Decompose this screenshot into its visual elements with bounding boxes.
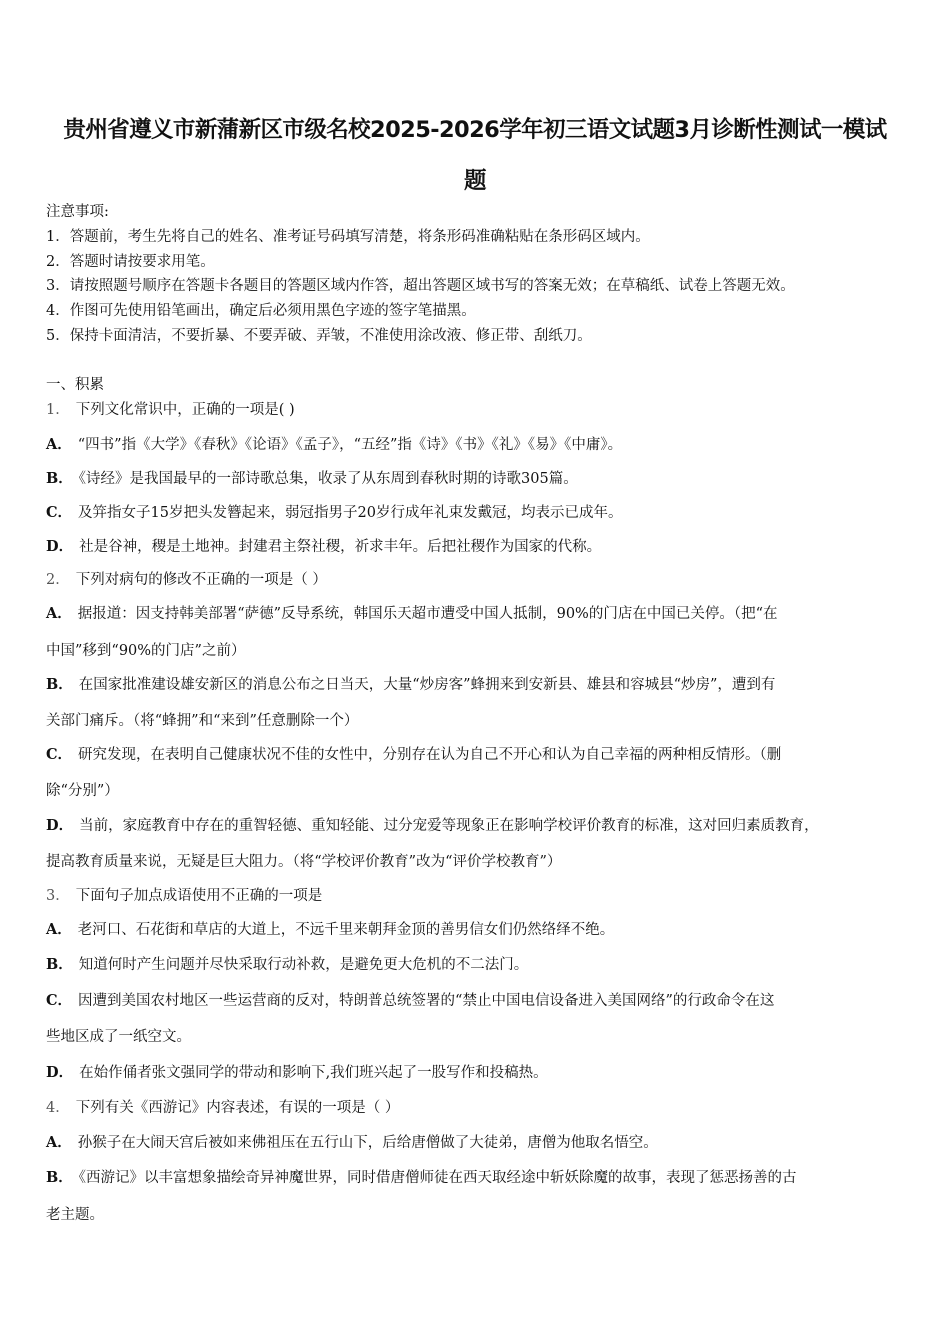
- option-d-cont: 提高教育质量来说，无疑是巨大阻力。（将“学校评价教育”改为“评价学校教育”）: [46, 854, 562, 870]
- question-number: 1．: [46, 402, 70, 418]
- option-a: A． 孙猴子在大闹天宫后被如来佛祖压在五行山下，后给唐僧做了大徒弟，唐僧为他取名悟空。: [46, 1134, 658, 1151]
- exam-title-line2: 题: [464, 168, 486, 194]
- option-c-cont: 些地区成了一纸空文。: [46, 1029, 191, 1045]
- question-stem: [46, 886, 322, 906]
- option-d: D． 社是谷神，稷是土地神。封建君主祭社稷，祈求丰年。后把社稷作为国家的代称。: [46, 538, 602, 555]
- question-stem: [46, 400, 295, 420]
- option-b-cont: 关部门痛斥。（将“蜂拥”和“来到”任意删除一个）: [46, 713, 359, 729]
- option-c: C． 因遭到美国农村地区一些运营商的反对，特朗普总统签署的“禁止中国电信设备进入美国网络”的行政命令在这: [46, 992, 775, 1009]
- option-a: A． 据报道：因支持韩美部署“萨德”反导系统，韩国乐天超市遭受中国人抵制，90%的门店在中国已关停。（把“在: [46, 605, 778, 622]
- notice-heading: 注意事项:: [46, 204, 109, 220]
- option-c: C． 研究发现，在表明自己健康状况不佳的女性中，分别存在认为自己不开心和认为自己幸福的两种相反情形。（删: [46, 746, 782, 763]
- option-a-cont: 中国”移到“90%的门店”之前）: [46, 643, 246, 659]
- exam-title-line1: 贵州省遵义市新蒲新区市级名校2025-2026学年初三语文试题3月诊断性测试一模试: [63, 117, 887, 143]
- option-d: D． 在始作俑者张文强同学的带动和影响下,我们班兴起了一股写作和投稿热。: [46, 1064, 548, 1081]
- option-b: B． 《诗经》是我国最早的一部诗歌总集，收录了从东周到春秋时期的诗歌305篇。: [46, 470, 578, 487]
- question-text: 下面句子加点成语使用不正确的一项是: [75, 888, 323, 904]
- section-heading: 一、积累: [46, 377, 104, 393]
- question-number: 2．: [46, 572, 70, 588]
- question-number: 3．: [46, 888, 70, 904]
- option-b-cont: 老主题。: [46, 1207, 104, 1223]
- question-text: 下列对病句的修改不正确的一项是（ ）: [75, 572, 327, 588]
- notice-item: 5．保持卡面清洁，不要折暴、不要弄破、弄皱，不准使用涂改液、修正带、刮纸刀。: [46, 328, 592, 344]
- notice-item: 3．请按照题号顺序在答题卡各题目的答题区域内作答，超出答题区域书写的答案无效；在草稿纸、试卷上答题无效。: [46, 278, 795, 294]
- notice-item: 4．作图可先使用铅笔画出，确定后必须用黑色字迹的签字笔描黑。: [46, 303, 476, 319]
- option-b: B． 在国家批准建设雄安新区的消息公布之日当天，大量“炒房客”蜂拥来到安新县、雄县和容城县“炒房”，遭到有: [46, 676, 776, 693]
- option-d: D． 当前，家庭教育中存在的重智轻德、重知轻能、过分宠爱等现象正在影响学校评价教育的标准，这对回归素质教育，: [46, 817, 819, 834]
- notice-item: 2．答题时请按要求用笔。: [46, 254, 215, 270]
- notice-item: 1．答题前，考生先将自己的姓名、准考证号码填写清楚，将条形码准确粘贴在条形码区域内。: [46, 229, 650, 245]
- question-text: 下列有关《西游记》内容表述，有误的一项是（ ）: [75, 1100, 400, 1116]
- question-stem: [46, 570, 327, 590]
- option-b: B． 《西游记》以丰富想象描绘奇异神魔世界，同时借唐僧师徒在西天取经途中斩妖除魔的故事，表现了惩恶扬善的古: [46, 1169, 797, 1186]
- question-text: 下列文化常识中，正确的一项是( ): [75, 402, 295, 418]
- option-a: A． “四书”指《大学》《春秋》《论语》《孟子》，“五经”指《诗》《书》《礼》《易》《中庸》。: [46, 436, 623, 453]
- question-stem: [46, 1098, 399, 1118]
- option-b: B． 知道何时产生问题并尽快采取行动补救，是避免更大危机的不二法门。: [46, 956, 529, 973]
- option-c-cont: 除“分别”）: [46, 783, 119, 799]
- question-number: 4．: [46, 1100, 70, 1116]
- option-a: A． 老河口、石花街和草店的大道上，不远千里来朝拜金顶的善男信女们仍然络绎不绝。: [46, 921, 615, 938]
- option-c: C． 及笄指女子15岁把头发簪起来，弱冠指男子20岁行成年礼束发戴冠，均表示已成年。: [46, 504, 623, 521]
